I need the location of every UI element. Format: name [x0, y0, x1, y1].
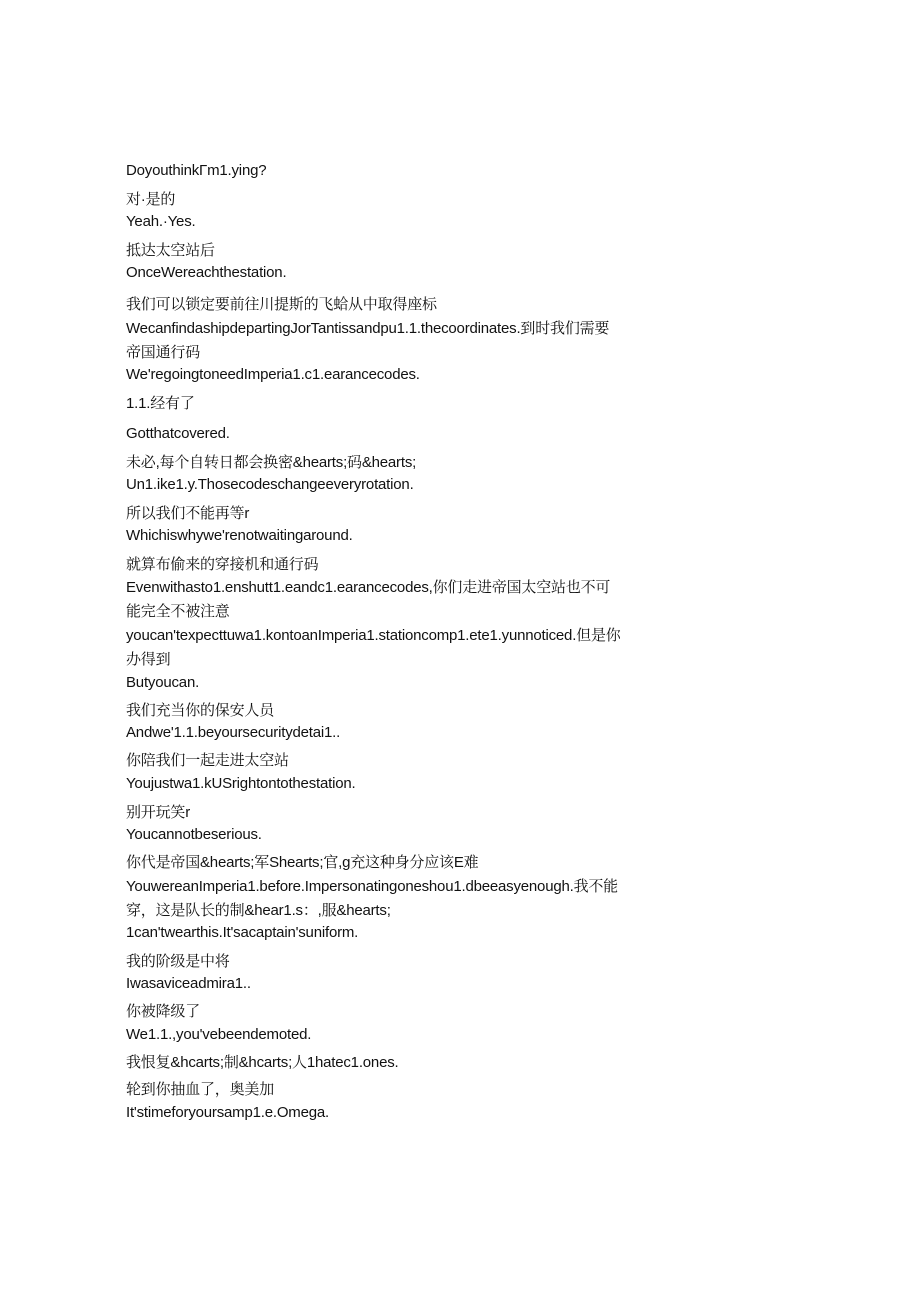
- text-line: 能完全不被注意: [126, 603, 230, 620]
- text-line: 所以我们不能再等r: [126, 505, 250, 522]
- text-line: 我们可以锁定要前往川提斯的飞蛤从中取得座标: [126, 296, 437, 313]
- text-line: youcan'texpecttuwa1.kontoanImperia1.stationcomp1.ete1.yunnoticed.但是你: [126, 627, 621, 644]
- text-line: Un1.ike1.y.Thosecodeschangeeveryrotation.: [126, 476, 414, 493]
- text-line: 1.1.经有了: [126, 395, 195, 412]
- text-line: OnceWereachthestation.: [126, 264, 287, 281]
- text-line: 我恨复&hcarts;制&hcarts;人1hatec1.ones.: [126, 1054, 399, 1071]
- text-line: 别开玩笑r: [126, 804, 190, 821]
- text-line: 对·是的: [126, 191, 176, 208]
- text-line: 帝国通行码: [126, 344, 201, 361]
- text-line: 穿，这是队长的制&hear1.s：,服&hearts;: [126, 902, 391, 919]
- text-line: Andwe'1.1.beyoursecuritydetai1..: [126, 724, 341, 741]
- text-line: 你被降级了: [126, 1003, 201, 1020]
- text-line: 办得到: [126, 651, 171, 668]
- text-line: Yeah.·Yes.: [126, 213, 196, 230]
- text-line: 1can'twearthis.It'sacaptain'suniform.: [126, 924, 359, 941]
- text-line: Whichiswhywe'renotwaitingaround.: [126, 527, 353, 544]
- text-line: WecanfindashipdepartingJorTantissandpu1.1.thecoordinates.到时我们需要: [126, 320, 610, 337]
- text-line: YouwereanImperia1.before.Impersonatingoneshou1.dbeeasyenough.我不能: [126, 878, 618, 895]
- text-line: DoyouthinkΓm1.ying?: [126, 162, 267, 179]
- text-line: 轮到你抽血了，奥美加: [126, 1081, 275, 1098]
- text-line: We1.1.,you'vebeendemoted.: [126, 1026, 312, 1043]
- text-line: 我们充当你的保安人员: [126, 702, 275, 719]
- text-line: Gotthatcovered.: [126, 425, 230, 442]
- text-line: 我的阶级是中将: [126, 953, 230, 970]
- text-line: Youcannotbeserious.: [126, 826, 262, 843]
- text-line: We'regoingtoneedImperia1.c1.earancecodes.: [126, 366, 420, 383]
- text-line: Youjustwa1.kUSrightontothestation.: [126, 775, 356, 792]
- text-line: 你代是帝国&hearts;军Shearts;官,g充这种身分应该E难: [126, 854, 479, 871]
- text-line: 你陪我们一起走进太空站: [126, 752, 289, 769]
- text-line: 就算布偷来的穿接机和通行码: [126, 556, 319, 573]
- text-line: 抵达太空站后: [126, 242, 215, 259]
- text-line: Butyoucan.: [126, 674, 200, 691]
- text-line: Iwasaviceadmira1..: [126, 975, 251, 992]
- text-line: Evenwithasto1.enshutt1.eandc1.earancecodes,你们走进帝国太空站也不可: [126, 579, 611, 596]
- text-line: 未必,每个自转日都会换密&hearts;码&hearts;: [126, 454, 417, 471]
- text-line: It'stimeforyoursamp1.e.Omega.: [126, 1104, 329, 1121]
